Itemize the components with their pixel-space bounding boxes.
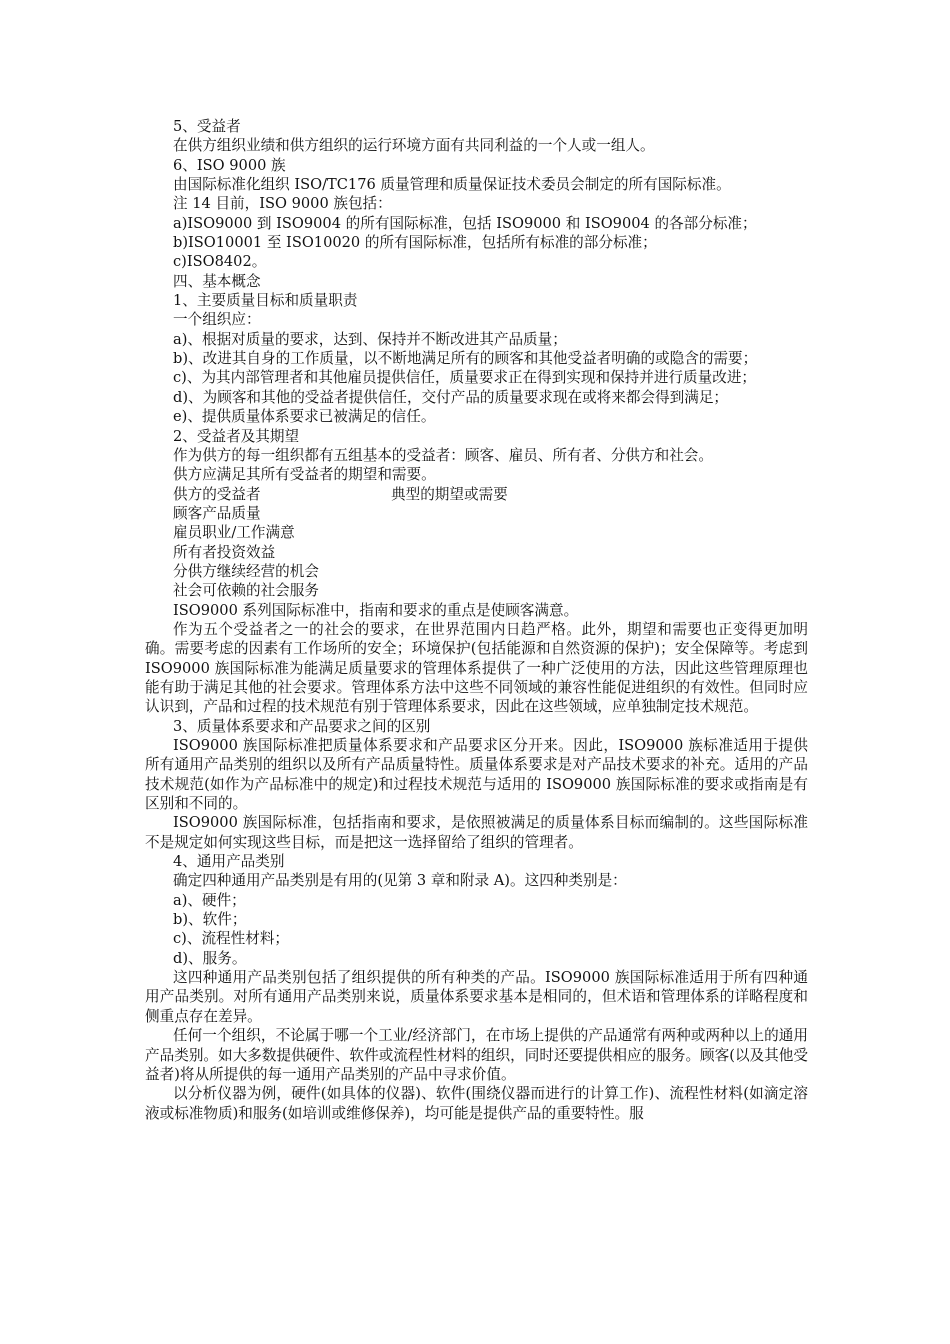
paragraph: ISO9000 族国际标准，包括指南和要求，是依照被满足的质量体系目标而编制的。这些国际标准不是规定如何实现这些目标，而是把这一选择留给了组织的管理者。 <box>145 814 808 851</box>
table-header <box>145 485 808 504</box>
table-row: 社会可依赖的社会服务 <box>173 582 319 600</box>
document-page <box>145 117 808 1123</box>
subsection-heading: 3、质量体系要求和产品要求之间的区别 <box>173 717 431 735</box>
subsection-heading: 4、通用产品类别 <box>173 853 285 871</box>
list-item: d)、服务。 <box>173 949 247 967</box>
list-item: d)、为顾客和其他的受益者提供信任，交付产品的质量要求现在或将来都会得到满足； <box>173 388 729 406</box>
paragraph: c)ISO8402。 <box>173 253 267 271</box>
paragraph: 确定四种通用产品类别是有用的(见第 3 章和附录 A)。这四种类别是： <box>173 872 627 890</box>
list-item: a)、根据对质量的要求，达到、保持并不断改进其产品质量； <box>173 330 567 348</box>
paragraph: 以分析仪器为例，硬件(如具体的仪器)、软件(围绕仪器而进行的计算工作)、流程性材料(如滴定溶液或标准物质)和服务(如培训或维修保养)，均可能是提供产品的重要特性。服 <box>145 1085 808 1122</box>
paragraph: 5、受益者 <box>173 118 241 135</box>
list-item: b)、软件； <box>173 911 247 929</box>
paragraph: 一个组织应： <box>173 311 261 329</box>
paragraph: 作为五个受益者之一的社会的要求，在世界范围内日趋严格。此外，期望和需要也正变得更加明确。需要考虑的因素有工作场所的安全；环境保护(包括能源和自然资源的保护)；安全保障等。考虑到 ISO9000 族国际标准为能满足质量要求的管理体系提供了一种广泛使用的方法，因此这些管理原理也能有助于满足其他的社会要求。管理体系方法中这些不同领域的兼容性能促进组织的有效性。但同时应认识到，产品和过程的技术规范有别于管理体系要求，因此在这些领域，应单独制定技术规范。 <box>145 620 808 716</box>
paragraph: 注 14 目前，ISO 9000 族包括： <box>173 195 392 213</box>
paragraph: 由国际标准化组织 ISO/TC176 质量管理和质量保证技术委员会制定的所有国际标准。 <box>173 176 731 194</box>
table-row: 顾客产品质量 <box>173 504 261 522</box>
list-item: b)、改进其自身的工作质量，以不断地满足所有的顾客和其他受益者明确的或隐含的需要； <box>173 350 758 368</box>
list-item: e)、提供质量体系要求已被满足的信任。 <box>173 408 436 426</box>
table-row: 所有者投资效益 <box>173 543 276 561</box>
paragraph: 在供方组织业绩和供方组织的运行环境方面有共同利益的一个人或一组人。 <box>173 137 655 155</box>
list-item: c)、流程性材料； <box>173 930 290 948</box>
paragraph: 任何一个组织，不论属于哪一个工业/经济部门，在市场上提供的产品通常有两种或两种以上的通用产品类别。如大多数提供硬件、软件或流程性材料的组织，同时还要提供相应的服务。顾客(以及其他受益者)将从所提供的每一通用产品类别的产品中寻求价值。 <box>145 1027 808 1083</box>
paragraph: 作为供方的每一组织都有五组基本的受益者：顾客、雇员、所有者、分供方和社会。 <box>173 446 713 464</box>
table-header-col1: 供方的受益者 <box>173 485 261 503</box>
paragraph: a)ISO9000 到 ISO9004 的所有国际标准，包括 ISO9000 和 ISO9004 的各部分标准； <box>173 214 757 232</box>
paragraph: 供方应满足其所有受益者的期望和需要。 <box>173 466 436 484</box>
paragraph: 6、ISO 9000 族 <box>173 156 286 174</box>
paragraph: 这四种通用产品类别包括了组织提供的所有种类的产品。ISO9000 族国际标准适用于所有四种通用产品类别。对所有通用产品类别来说，质量体系要求基本是相同的，但术语和管理体系的详略程度和侧重点存在差异。 <box>145 969 808 1025</box>
table-row: 分供方继续经营的机会 <box>173 562 319 580</box>
table-row: 雇员职业/工作满意 <box>173 524 295 542</box>
list-item: c)、为其内部管理者和其他雇员提供信任，质量要求正在得到实现和保持并进行质量改进； <box>173 369 757 387</box>
subsection-heading: 2、受益者及其期望 <box>173 427 300 445</box>
section-heading: 四、基本概念 <box>173 272 261 290</box>
paragraph: ISO9000 族国际标准把质量体系要求和产品要求区分开来。因此，ISO9000 族标准适用于提供所有通用产品类别的组织以及所有产品质量特性。质量体系要求是对产品技术要求的补充。适用的产品技术规范(如作为产品标准中的规定)和过程技术规范与适用的 ISO9000 族国际标准的要求或指南是有区别和不同的。 <box>145 737 808 813</box>
list-item: a)、硬件； <box>173 891 246 909</box>
paragraph: ISO9000 系列国际标准中，指南和要求的重点是使顾客满意。 <box>173 601 579 619</box>
table-header-col2: 典型的期望或需要 <box>391 485 508 503</box>
paragraph: b)ISO10001 至 ISO10020 的所有国际标准，包括所有标准的部分标准； <box>173 234 657 252</box>
subsection-heading: 1、主要质量目标和质量职责 <box>173 292 358 310</box>
